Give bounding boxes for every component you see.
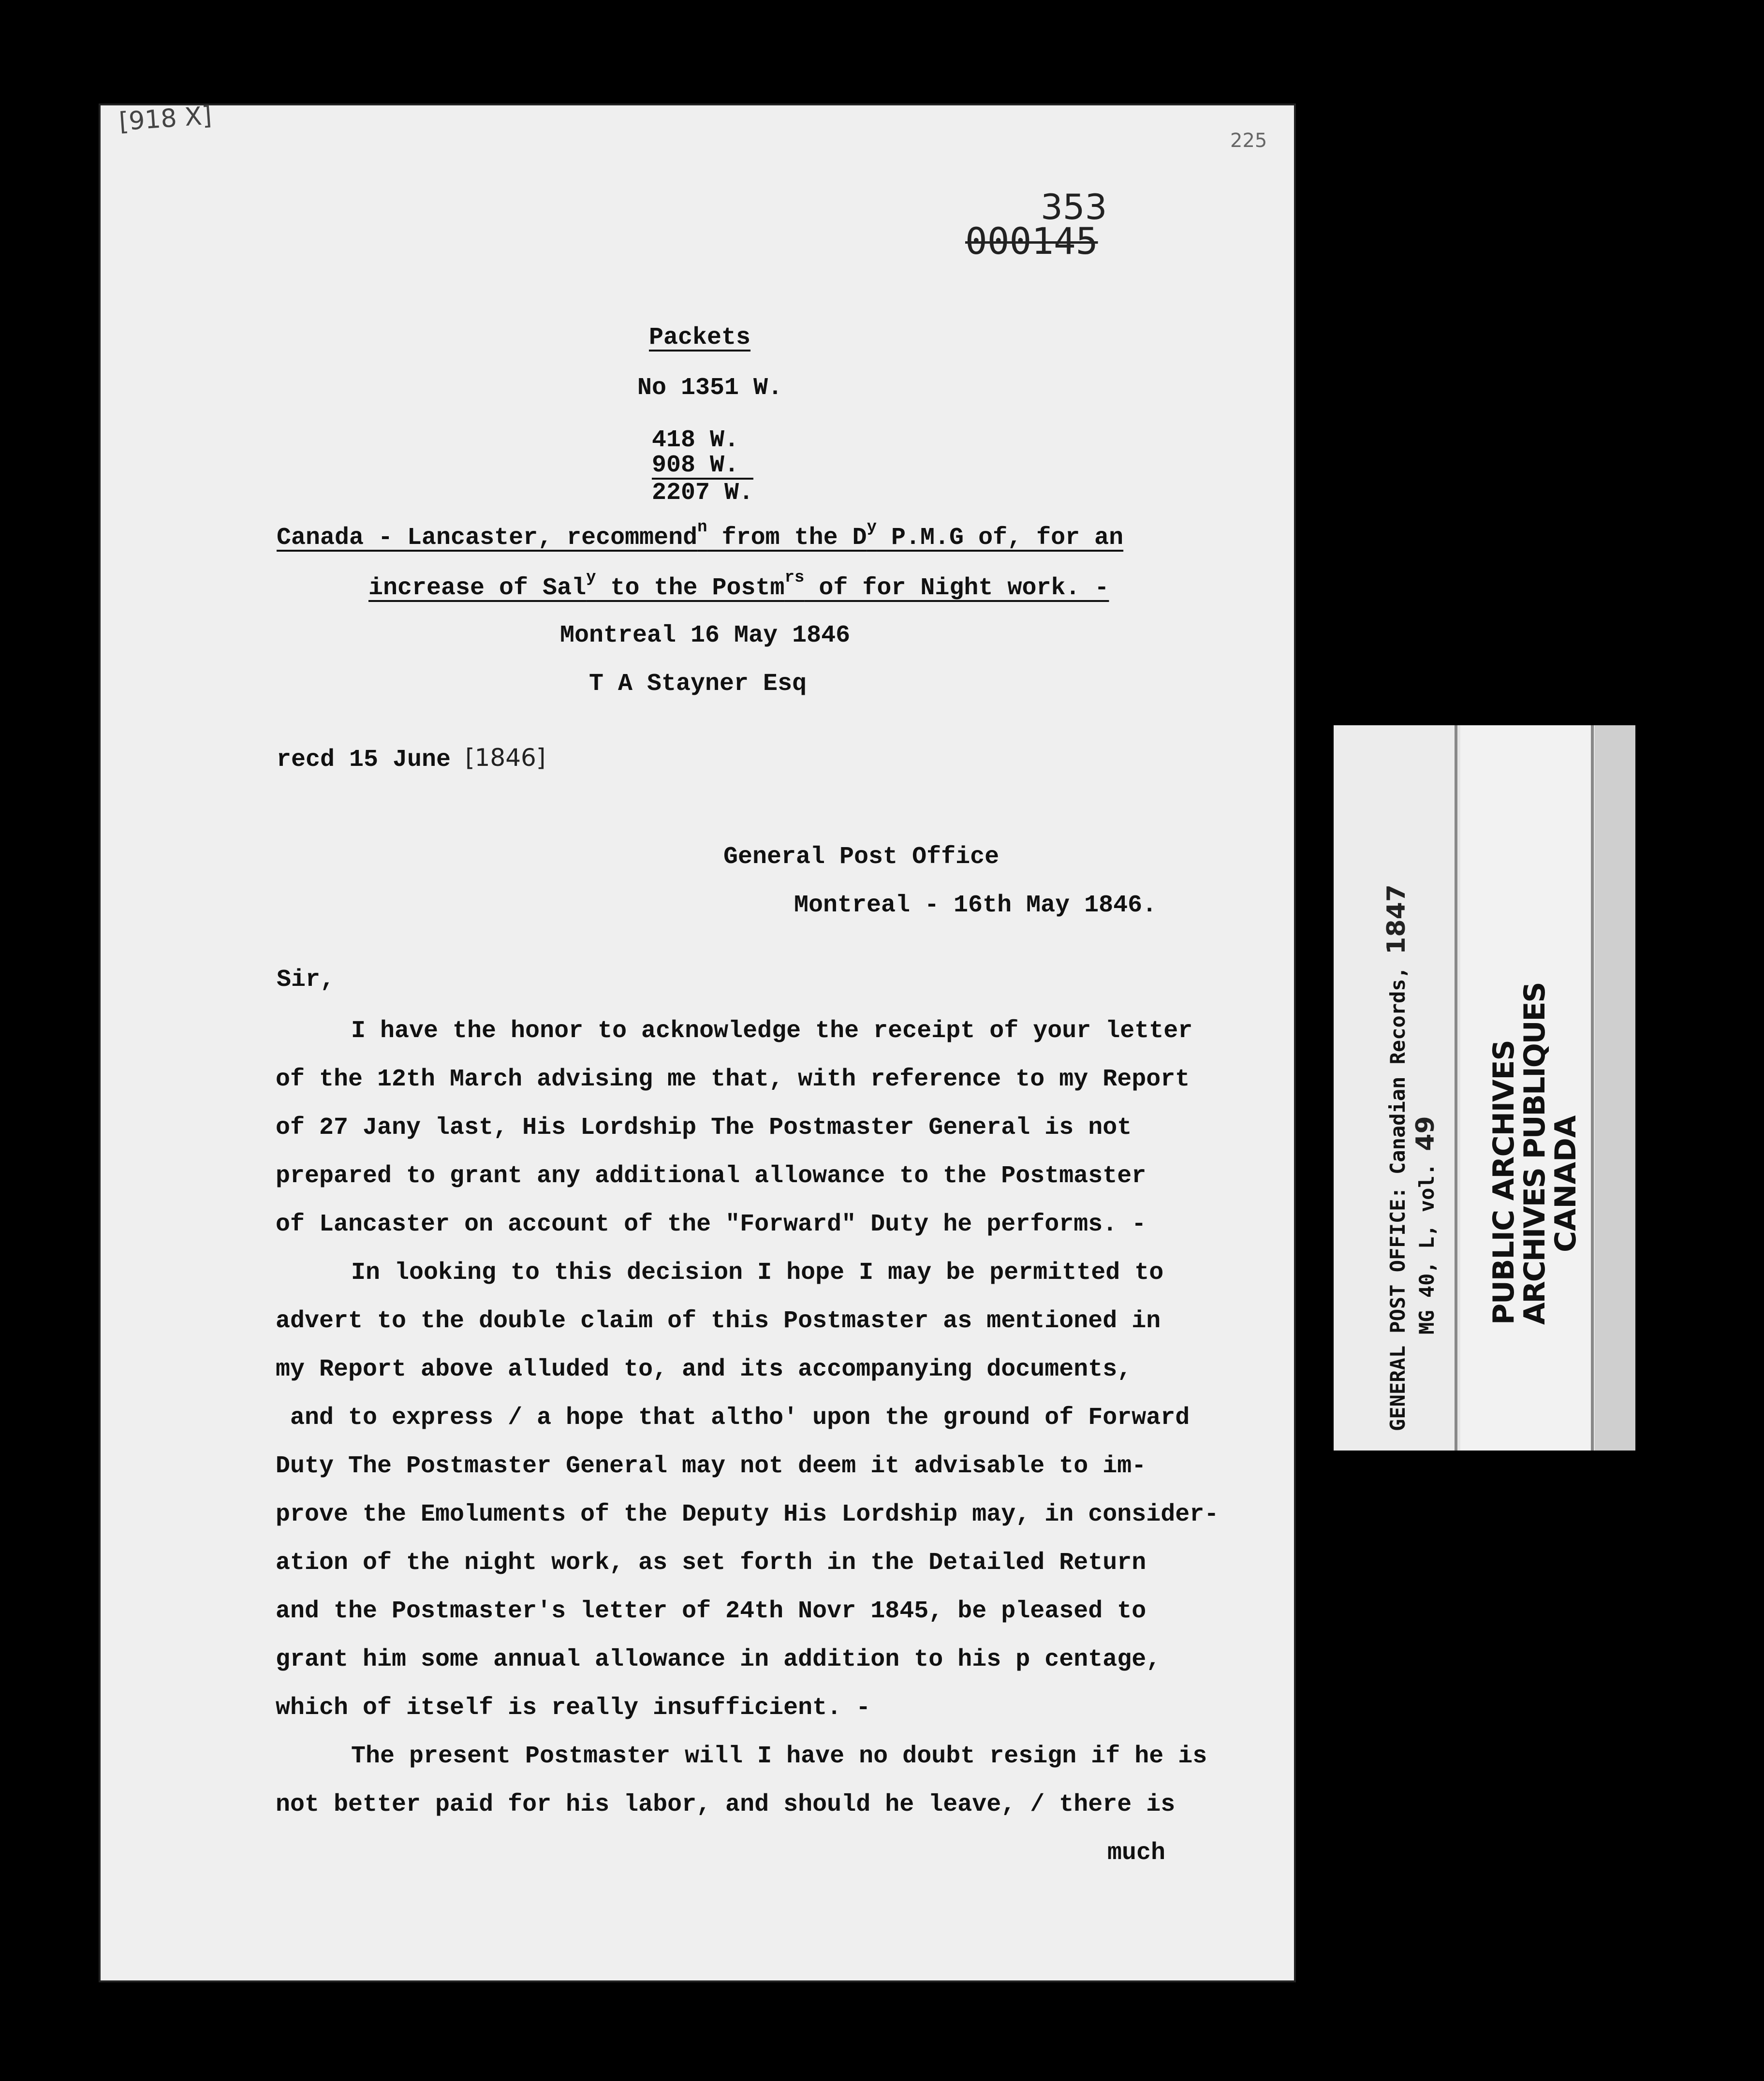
letter-line: In looking to this decision I hope I may be permitted to	[351, 1259, 1164, 1287]
letter-line: The present Postmaster will I have no doubt resign if he is	[351, 1743, 1207, 1770]
letter-date: Montreal - 16th May 1846.	[794, 892, 1157, 919]
reference-2: 908 W.	[652, 452, 739, 479]
letter-line: of the 12th March advising me that, with reference to my Report	[276, 1066, 1190, 1093]
archive-slip	[1334, 725, 1635, 1451]
letter-line: grant him some annual allowance in addition to his p centage,	[276, 1646, 1161, 1673]
letter-line: Duty The Postmaster General may not deem it advisable to im-	[276, 1452, 1147, 1480]
received-line: recd 15 June [1846]	[277, 744, 546, 774]
document-title: Packets	[649, 324, 751, 352]
catchword: much	[1107, 1839, 1166, 1867]
reference-1: 418 W.	[652, 426, 739, 454]
page-number-new: 353	[1041, 187, 1107, 227]
letter-line: advert to the double claim of this Postmaster as mentioned in	[276, 1307, 1161, 1335]
letter-line: my Report above alluded to, and its accompanying documents,	[276, 1356, 1132, 1383]
letter-line: of Lancaster on account of the "Forward" Duty he performs. -	[276, 1211, 1147, 1238]
archives-stamp	[1488, 982, 1581, 1325]
subject-line-1: Canada - Lancaster, recommend$^n$ from the $D^y$ P.M.G of, for an	[277, 518, 1124, 552]
letter-line: which of itself is really insufficient. -	[276, 1694, 871, 1722]
subject-line-2: increase of Sal$^y$ to the Postm$^{rs}$ of for Night work. -	[368, 569, 1109, 602]
top-left-reference: [918 X]	[118, 101, 213, 137]
document-page	[101, 101, 1294, 1980]
page-number-old: 000145	[965, 220, 1098, 263]
to-line: T A Stayner Esq	[589, 670, 807, 698]
stamp-line-3: CANADA	[1549, 1115, 1583, 1252]
stamp-line-2: ARCHIVES PUBLIQUES	[1518, 982, 1552, 1325]
letter-line: ation of the night work, as set forth in the Detailed Return	[276, 1549, 1147, 1577]
stamp-line-1: PUBLIC ARCHIVES	[1487, 1040, 1521, 1325]
letter-line: I have the honor to acknowledge the receipt of your letter	[351, 1017, 1193, 1045]
letter-line: prepared to grant any additional allowance to the Postmaster	[276, 1162, 1147, 1190]
from-line: Montreal 16 May 1846	[560, 622, 851, 649]
letter-line: and to express / a hope that altho' upon the ground of Forward	[290, 1404, 1190, 1432]
slip-edge	[1595, 725, 1635, 1451]
document-number: No 1351 W.	[637, 374, 783, 402]
top-right-reference: 225	[1230, 130, 1267, 152]
letter-line: prove the Emoluments of the Deputy His Lordship may, in consider-	[276, 1501, 1219, 1528]
letter-office: General Post Office	[723, 843, 1000, 871]
slip-line-1: GENERAL POST OFFICE: Canadian Records, 1847	[1382, 884, 1411, 1431]
letter-line: of 27 Jany last, His Lordship The Postmaster General is not	[276, 1114, 1132, 1142]
letter-salutation: Sir,	[277, 966, 335, 994]
slip-line-2: MG 40, L, vol. 49	[1411, 1116, 1440, 1334]
letter-line: not better paid for his labor, and should he leave, / there is	[276, 1791, 1176, 1818]
letter-line: and the Postmaster's letter of 24th Novr 1845, be pleased to	[276, 1597, 1147, 1625]
reference-3: 2207 W.	[652, 478, 753, 507]
